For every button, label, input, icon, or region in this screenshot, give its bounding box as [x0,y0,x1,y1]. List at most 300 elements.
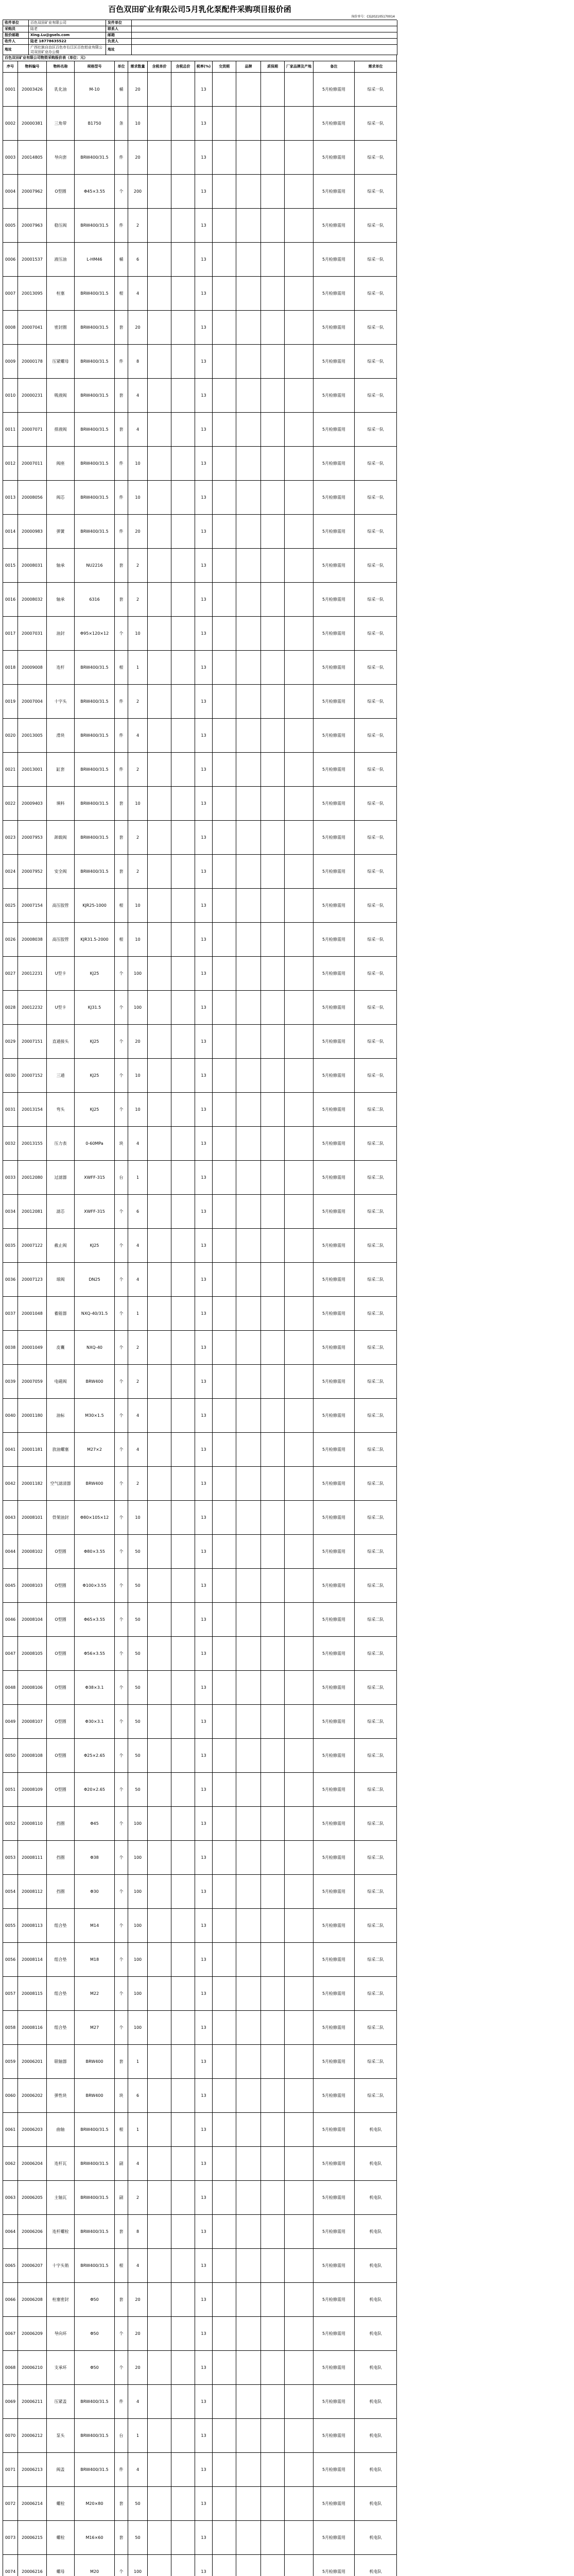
info-value: Xing.Lu@gsels.com [29,32,106,39]
cell-remark: 5月检修需用 [314,549,355,583]
table-row [3,685,397,719]
cell-tax-rate: 13 [195,1059,213,1093]
cell-total-price [171,1773,195,1807]
info-row [3,45,397,55]
cell-manufacturer [285,821,314,855]
cell-material-name: 导向套 [47,141,75,175]
cell-seq: 0068 [3,2351,18,2385]
cell-quantity: 100 [128,1943,148,1977]
cell-remark: 5月检修需用 [314,2317,355,2351]
cell-spec: Φ30 [75,1875,115,1909]
cell-manufacturer [285,2011,314,2045]
cell-warranty [261,1739,285,1773]
cell-unit-price [148,1773,171,1807]
cell-material-name: 过滤器 [47,1161,75,1195]
cell-warranty [261,243,285,277]
cell-material-code: 20000178 [18,345,47,379]
cell-material-name: 皮囊 [47,1331,75,1365]
cell-dept: 综采二队 [355,1331,397,1365]
cell-quantity: 4 [128,2453,148,2487]
cell-seq: 0021 [3,753,18,787]
cell-material-code: 20008056 [18,481,47,515]
cell-manufacturer [285,175,314,209]
cell-material-code: 20006213 [18,2453,47,2487]
cell-brand [236,1195,261,1229]
cell-manufacturer [285,1535,314,1569]
cell-remark: 5月检修需用 [314,2283,355,2317]
cell-tax-rate: 13 [195,515,213,549]
cell-delivery [213,1229,236,1263]
cell-dept: 机电队 [355,2453,397,2487]
cell-remark: 5月检修需用 [314,2181,355,2215]
cell-total-price [171,379,195,413]
cell-delivery [213,209,236,243]
cell-seq: 0066 [3,2283,18,2317]
cell-brand [236,957,261,991]
cell-warranty [261,1297,285,1331]
cell-dept: 综采二队 [355,2011,397,2045]
table-header [3,61,397,73]
cell-manufacturer [285,617,314,651]
cell-tax-rate: 13 [195,2249,213,2283]
cell-dept: 综采二队 [355,1943,397,1977]
column-header-material-code: 物料编号 [18,61,47,73]
cell-quantity: 100 [128,957,148,991]
cell-material-code: 20007152 [18,1059,47,1093]
cell-tax-rate: 13 [195,175,213,209]
cell-total-price [171,651,195,685]
table-row [3,1943,397,1977]
cell-material-name: 支承环 [47,2351,75,2385]
cell-quantity: 4 [128,277,148,311]
cell-manufacturer [285,243,314,277]
cell-delivery [213,2045,236,2079]
cell-unit: 件 [115,481,128,515]
cell-manufacturer [285,1433,314,1467]
cell-warranty [261,2147,285,2181]
cell-seq: 0038 [3,1331,18,1365]
cell-warranty [261,2011,285,2045]
cell-quantity: 6 [128,2079,148,2113]
cell-tax-rate: 13 [195,2317,213,2351]
cell-delivery [213,2351,236,2385]
cell-unit-price [148,1297,171,1331]
cell-remark: 5月检修需用 [314,447,355,481]
cell-manufacturer [285,2045,314,2079]
cell-material-code: 20008031 [18,549,47,583]
cell-total-price [171,1569,195,1603]
cell-quantity: 4 [128,1399,148,1433]
cell-remark: 5月检修需用 [314,2453,355,2487]
cell-total-price [171,1127,195,1161]
cell-spec: BRW400 [75,1365,115,1399]
cell-unit: 件 [115,685,128,719]
cell-tax-rate: 13 [195,889,213,923]
cell-unit: 套 [115,549,128,583]
cell-material-code: 20001181 [18,1433,47,1467]
cell-seq: 0011 [3,413,18,447]
cell-total-price [171,1977,195,2011]
cell-seq: 0027 [3,957,18,991]
cell-unit-price [148,2419,171,2453]
cell-warranty [261,277,285,311]
cell-quantity: 20 [128,141,148,175]
cell-total-price [171,2045,195,2079]
cell-unit-price [148,2181,171,2215]
cell-unit: 个 [115,1229,128,1263]
cell-manufacturer [285,549,314,583]
cell-material-name: 主轴瓦 [47,2181,75,2215]
cell-material-name: O型圈 [47,1569,75,1603]
cell-dept: 综采二队 [355,2079,397,2113]
cell-dept: 综采一队 [355,311,397,345]
cell-brand [236,73,261,107]
cell-unit: 件 [115,753,128,787]
cell-dept: 综采一队 [355,243,397,277]
table-row [3,855,397,889]
cell-unit: 个 [115,1399,128,1433]
cell-seq: 0061 [3,2113,18,2147]
cell-delivery [213,277,236,311]
cell-unit: 个 [115,1739,128,1773]
cell-material-code: 20013154 [18,1093,47,1127]
cell-unit: 件 [115,719,128,753]
cell-total-price [171,821,195,855]
cell-seq: 0031 [3,1093,18,1127]
cell-material-name: 直通接头 [47,1025,75,1059]
cell-delivery [213,1195,236,1229]
cell-warranty [261,447,285,481]
cell-unit-price [148,1025,171,1059]
cell-remark: 5月检修需用 [314,277,355,311]
cell-brand [236,1603,261,1637]
cell-delivery [213,175,236,209]
cell-unit-price [148,1739,171,1773]
cell-total-price [171,1263,195,1297]
cell-unit: 个 [115,2351,128,2385]
cell-brand [236,1773,261,1807]
cell-spec: BRW400/31.5 [75,2181,115,2215]
cell-total-price [171,2215,195,2249]
cell-unit-price [148,583,171,617]
cell-warranty [261,1399,285,1433]
cell-brand [236,379,261,413]
cell-warranty [261,583,285,617]
cell-total-price [171,107,195,141]
cell-seq: 0024 [3,855,18,889]
cell-spec: M18 [75,1943,115,1977]
cell-spec: BRW400 [75,2045,115,2079]
cell-unit: 个 [115,1875,128,1909]
info-row [3,20,397,26]
cell-warranty [261,1127,285,1161]
cell-total-price [171,175,195,209]
table-row [3,379,397,413]
cell-delivery [213,2113,236,2147]
cell-material-code: 20006201 [18,2045,47,2079]
cell-quantity: 2 [128,753,148,787]
cell-seq: 0015 [3,549,18,583]
cell-manufacturer [285,2317,314,2351]
cell-total-price [171,2079,195,2113]
cell-warranty [261,651,285,685]
cell-dept: 机电队 [355,2113,397,2147]
cell-unit: 个 [115,1909,128,1943]
cell-remark: 5月检修需用 [314,2113,355,2147]
cell-total-price [171,515,195,549]
cell-delivery [213,1807,236,1841]
cell-unit-price [148,2317,171,2351]
cell-unit: 根 [115,651,128,685]
cell-delivery [213,923,236,957]
cell-material-code: 20007962 [18,175,47,209]
cell-dept: 机电队 [355,2521,397,2555]
cell-dept: 综采二队 [355,1637,397,1671]
cell-tax-rate: 13 [195,1841,213,1875]
cell-unit: 台 [115,1161,128,1195]
cell-delivery [213,1059,236,1093]
cell-remark: 5月检修需用 [314,1671,355,1705]
cell-warranty [261,2555,285,2576]
cell-dept: 综采一队 [355,889,397,923]
cell-manufacturer [285,413,314,447]
cell-seq: 0013 [3,481,18,515]
cell-spec: XWFF-315 [75,1195,115,1229]
cell-tax-rate: 13 [195,2181,213,2215]
cell-brand [236,923,261,957]
cell-tax-rate: 13 [195,2045,213,2079]
info-label: 负责人 [106,39,132,45]
cell-material-code: 20007041 [18,311,47,345]
cell-manufacturer [285,1841,314,1875]
cell-manufacturer [285,209,314,243]
cell-unit-price [148,2079,171,2113]
cell-material-name: 滑块 [47,719,75,753]
cell-brand [236,2147,261,2181]
cell-delivery [213,1263,236,1297]
cell-brand [236,2113,261,2147]
cell-warranty [261,1229,285,1263]
cell-material-name: 液压油 [47,243,75,277]
cell-total-price [171,1739,195,1773]
cell-seq: 0059 [3,2045,18,2079]
cell-seq: 0005 [3,209,18,243]
cell-manufacturer [285,1161,314,1195]
cell-delivery [213,2181,236,2215]
cell-dept: 综采一队 [355,379,397,413]
cell-material-code: 20006215 [18,2521,47,2555]
cell-material-name: 轴承 [47,583,75,617]
cell-brand [236,1535,261,1569]
column-header-warranty: 质保期 [261,61,285,73]
cell-quantity: 100 [128,991,148,1025]
cell-manufacturer [285,651,314,685]
cell-quantity: 2 [128,685,148,719]
cell-warranty [261,2521,285,2555]
cell-tax-rate: 13 [195,2487,213,2521]
cell-quantity: 1 [128,2113,148,2147]
cell-manufacturer [285,753,314,787]
table-row [3,2011,397,2045]
cell-dept: 综采一队 [355,73,397,107]
cell-spec: Φ50 [75,2317,115,2351]
cell-total-price [171,549,195,583]
cell-spec: Φ95×120×12 [75,617,115,651]
cell-seq: 0006 [3,243,18,277]
cell-remark: 5月检修需用 [314,311,355,345]
cell-delivery [213,1773,236,1807]
cell-remark: 5月检修需用 [314,2521,355,2555]
cell-material-name: 连杆瓦 [47,2147,75,2181]
cell-quantity: 6 [128,1195,148,1229]
cell-material-code: 20008113 [18,1909,47,1943]
cell-spec: BRW400 [75,1467,115,1501]
cell-material-code: 20012080 [18,1161,47,1195]
cell-dept: 综采二队 [355,1603,397,1637]
cell-quantity: 20 [128,2317,148,2351]
cell-remark: 5月检修需用 [314,73,355,107]
cell-brand [236,209,261,243]
cell-delivery [213,2453,236,2487]
cell-unit-price [148,141,171,175]
cell-spec: M22 [75,1977,115,2011]
cell-quantity: 4 [128,719,148,753]
cell-total-price [171,1637,195,1671]
cell-warranty [261,2113,285,2147]
cell-material-code: 20007059 [18,1365,47,1399]
cell-warranty [261,1909,285,1943]
cell-manufacturer [285,2521,314,2555]
cell-unit-price [148,1433,171,1467]
cell-delivery [213,2215,236,2249]
cell-dept: 综采二队 [355,1977,397,2011]
cell-manufacturer [285,1501,314,1535]
cell-material-code: 20009008 [18,651,47,685]
cell-material-code: 20008114 [18,1943,47,1977]
cell-unit: 块 [115,1127,128,1161]
cell-unit-price [148,1943,171,1977]
cell-seq: 0070 [3,2419,18,2453]
cell-unit: 个 [115,1705,128,1739]
cell-seq: 0019 [3,685,18,719]
table-row [3,753,397,787]
cell-unit-price [148,821,171,855]
cell-brand [236,2351,261,2385]
cell-delivery [213,447,236,481]
table-row [3,1093,397,1127]
table-row [3,583,397,617]
cell-tax-rate: 13 [195,1943,213,1977]
cell-tax-rate: 13 [195,107,213,141]
cell-quantity: 2 [128,2181,148,2215]
cell-seq: 0002 [3,107,18,141]
cell-remark: 5月检修需用 [314,1603,355,1637]
cell-remark: 5月检修需用 [314,1569,355,1603]
cell-manufacturer [285,2487,314,2521]
cell-material-code: 20013005 [18,719,47,753]
cell-quantity: 4 [128,1263,148,1297]
cell-spec: Φ20×2.65 [75,1773,115,1807]
cell-dept: 综采二队 [355,1569,397,1603]
cell-unit-price [148,277,171,311]
cell-spec: BRW400/31.5 [75,2419,115,2453]
cell-remark: 5月检修需用 [314,175,355,209]
cell-delivery [213,1399,236,1433]
cell-total-price [171,2351,195,2385]
cell-seq: 0049 [3,1705,18,1739]
cell-quantity: 50 [128,1535,148,1569]
cell-tax-rate: 13 [195,209,213,243]
cell-unit-price [148,651,171,685]
cell-spec: KJ25 [75,1093,115,1127]
cell-material-code: 20001182 [18,1467,47,1501]
cell-delivery [213,2011,236,2045]
cell-warranty [261,2453,285,2487]
cell-material-code: 20007953 [18,821,47,855]
cell-unit: 套 [115,2045,128,2079]
cell-unit-price [148,855,171,889]
cell-manufacturer [285,583,314,617]
cell-delivery [213,1671,236,1705]
cell-unit-price [148,1841,171,1875]
cell-seq: 0046 [3,1603,18,1637]
cell-total-price [171,1943,195,1977]
cell-material-code: 20008116 [18,2011,47,2045]
cell-warranty [261,1093,285,1127]
cell-spec: NXQ-40/31.5 [75,1297,115,1331]
table-row [3,1909,397,1943]
cell-unit-price [148,1127,171,1161]
cell-spec: 0-60MPa [75,1127,115,1161]
cell-total-price [171,583,195,617]
column-header-unit: 单位 [115,61,128,73]
cell-warranty [261,1195,285,1229]
cell-unit: 个 [115,957,128,991]
cell-manufacturer [285,957,314,991]
table-row [3,413,397,447]
cell-quantity: 4 [128,2249,148,2283]
cell-spec: BRW400/31.5 [75,2215,115,2249]
cell-spec: Φ45 [75,1807,115,1841]
cell-unit-price [148,1399,171,1433]
cell-material-name: O型圈 [47,1671,75,1705]
cell-material-name: 压紧盖 [47,2385,75,2419]
cell-remark: 5月检修需用 [314,1977,355,2011]
cell-tax-rate: 13 [195,1093,213,1127]
cell-unit: 套 [115,855,128,889]
cell-remark: 5月检修需用 [314,1059,355,1093]
cell-unit: 个 [115,1977,128,2011]
cell-material-name: 阀盖 [47,2453,75,2487]
cell-brand [236,175,261,209]
cell-material-code: 20008104 [18,1603,47,1637]
table-row [3,1161,397,1195]
column-header-brand: 品牌 [236,61,261,73]
cell-manufacturer [285,345,314,379]
cell-material-name: 稳压阀 [47,209,75,243]
table-row [3,2283,397,2317]
cell-unit: 桶 [115,73,128,107]
cell-delivery [213,1433,236,1467]
cell-spec: Φ65×3.55 [75,1603,115,1637]
cell-spec: Φ80×3.55 [75,1535,115,1569]
cell-delivery [213,1467,236,1501]
cell-brand [236,1093,261,1127]
table-row [3,1875,397,1909]
cell-quantity: 4 [128,379,148,413]
cell-quantity: 50 [128,1569,148,1603]
cell-tax-rate: 13 [195,2351,213,2385]
